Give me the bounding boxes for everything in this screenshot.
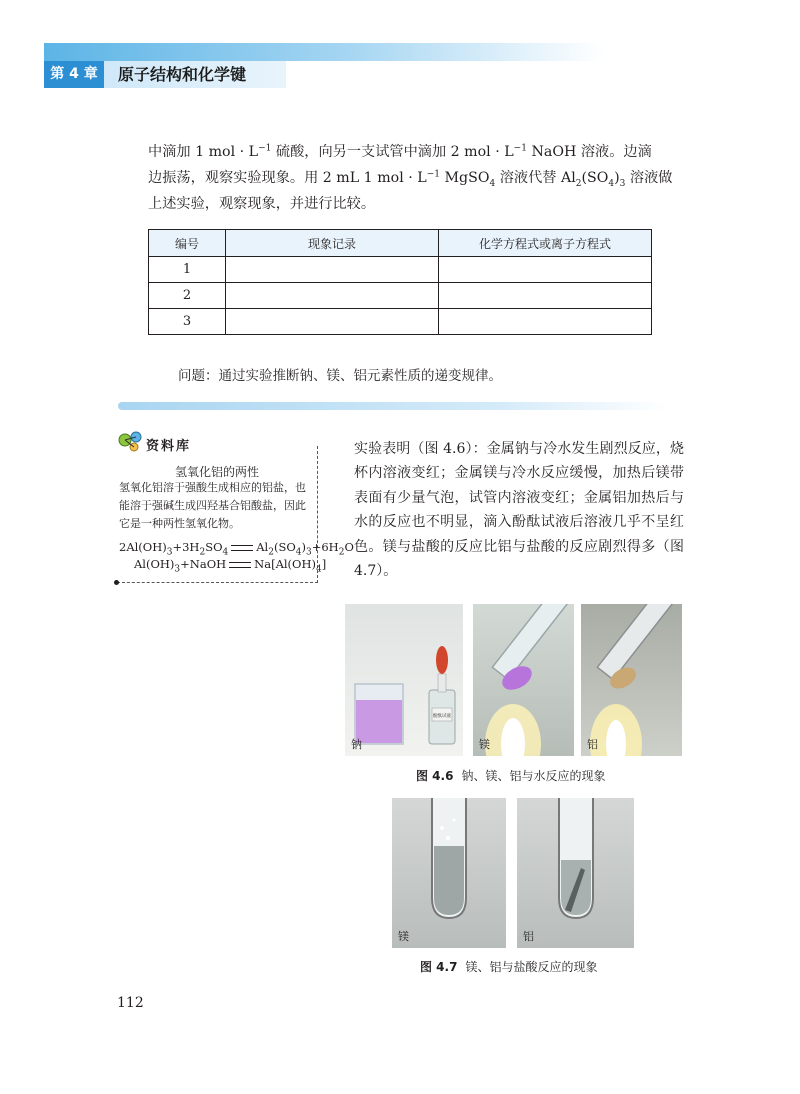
equals-sign bbox=[231, 545, 253, 551]
table-header-row bbox=[149, 230, 652, 257]
equation-acid: $2Al(OH)_3+3H_2SO_4$ $Al_2(SO_4)_3+6H_2O$ bbox=[119, 540, 354, 558]
table-cell: 2 bbox=[149, 283, 226, 309]
table-cell bbox=[439, 309, 652, 335]
findings-paragraph: 实验表明（图 4.6）：金属钠与冷水发生剧烈反应，烧杯内溶液变红；金属镁与冷水反应缓慢，加热后镁带表面有少量气泡，试管内溶液变红；金属铝加热后与水的反应也不明显，滴入酚酞试液后溶液几乎不呈红色。镁与盐酸的反应比铝与盐酸的反应剧烈得多（图 4.7）。 bbox=[354, 441, 684, 580]
table-cell bbox=[226, 309, 439, 335]
info-box-text: 氢氧化铝溶于强酸生成相应的铝盐，也能溶于强碱生成四羟基合铝酸盐，因此它是一种两性氢氧化物。 bbox=[119, 481, 306, 530]
molecule-icon bbox=[117, 428, 145, 454]
section-divider bbox=[118, 402, 668, 410]
photo-sodium-water bbox=[345, 604, 463, 756]
question-text: 问题：通过实验推断钠、镁、铝元素性质的递变规律。 bbox=[178, 368, 502, 384]
chapter-title: 原子结构和化学键 bbox=[118, 65, 247, 84]
info-box-corner-dot bbox=[114, 580, 119, 585]
info-box-label: 资料库 bbox=[146, 439, 192, 454]
photo-aluminum-acid bbox=[517, 798, 634, 948]
record-table bbox=[148, 229, 652, 335]
equals-sign bbox=[229, 562, 251, 568]
column-header: 化学方程式或离子方程式 bbox=[439, 230, 652, 257]
photo-label-aluminum: 铝 bbox=[587, 738, 598, 751]
photo-magnesium-water bbox=[473, 604, 574, 756]
equation-base: $Al(OH)_3+NaOH$ $Na[Al(OH)_4]$ bbox=[134, 557, 327, 575]
photo-label-sodium: 钠 bbox=[351, 738, 362, 751]
table-cell bbox=[439, 257, 652, 283]
bottle-label: 酚酞试液 bbox=[433, 714, 451, 719]
column-header: 现象记录 bbox=[226, 230, 439, 257]
header-band bbox=[44, 43, 604, 61]
table-cell: 3 bbox=[149, 309, 226, 335]
table-cell: 1 bbox=[149, 257, 226, 283]
figure-4-7-caption: 图 4.7 镁、铝与盐酸反应的现象 bbox=[420, 960, 598, 974]
figure-4-6-caption: 图 4.6 钠、镁、铝与水反应的现象 bbox=[416, 769, 606, 783]
table-row bbox=[149, 283, 652, 309]
photo-label-aluminum: 铝 bbox=[523, 930, 534, 943]
figure-number: 图 4.6 bbox=[416, 769, 454, 783]
intro-paragraph: 中滴加 1 mol · $L^{-1}$ 硫酸，向另一支试管中滴加 2 mol · $L^{-1}$ NaOH 溶液。边滴 边振荡，观察实验现象。用 2 mL 1 mol · $L^{-1}$ MgSO$_4$ 溶液代替 $Al_2(SO_4)_3$ 溶液做 上述实验，观察现象，并进行比较。 bbox=[148, 143, 673, 212]
page-number: 112 bbox=[117, 995, 144, 1011]
figure-number: 图 4.7 bbox=[420, 960, 458, 974]
photo-magnesium-acid bbox=[392, 798, 506, 948]
table-cell bbox=[439, 283, 652, 309]
table-cell bbox=[226, 257, 439, 283]
photo-label-magnesium: 镁 bbox=[479, 738, 490, 751]
photo-label-magnesium: 镁 bbox=[398, 930, 409, 943]
column-header: 编号 bbox=[149, 230, 226, 257]
info-box-subtitle: 氢氧化铝的两性 bbox=[174, 465, 259, 479]
chapter-number: 第 4 章 bbox=[44, 61, 104, 88]
table-cell bbox=[226, 283, 439, 309]
table-row bbox=[149, 309, 652, 335]
photo-aluminum-water bbox=[581, 604, 682, 756]
table-row bbox=[149, 257, 652, 283]
